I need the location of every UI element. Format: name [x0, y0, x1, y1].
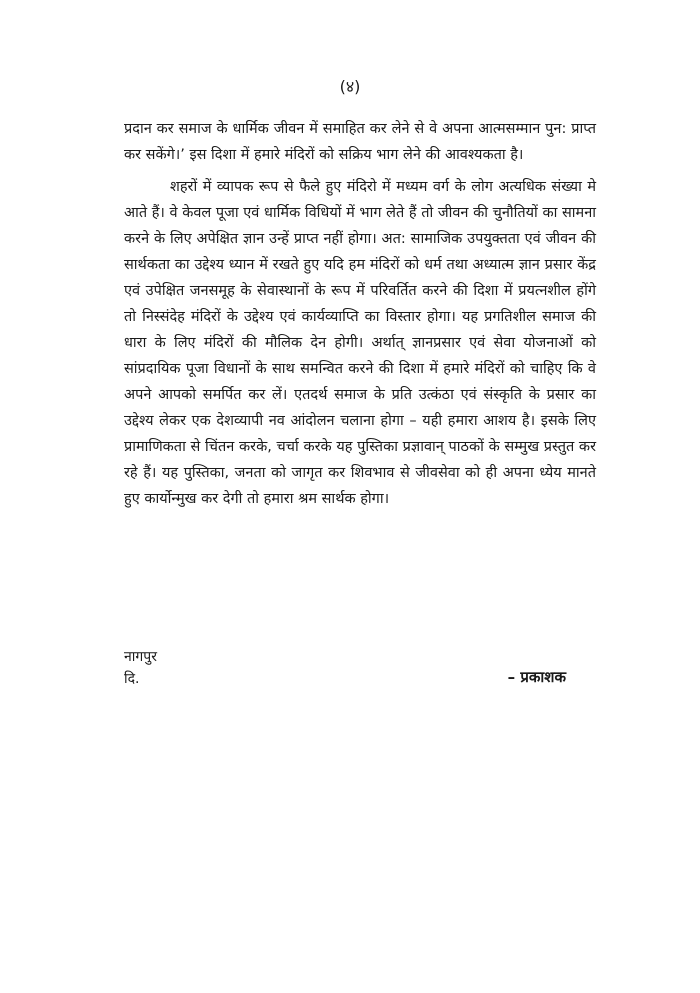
- page-number: (४): [339, 77, 361, 96]
- date-label: दि.: [124, 671, 140, 687]
- signature-block: [124, 646, 596, 690]
- publisher-signature: – प्रकाशक: [507, 668, 566, 686]
- body-text: [124, 116, 596, 518]
- paragraph-continuation: प्रदान कर समाज के धार्मिक जीवन में समाहित कर लेने से वे अपना आत्मसम्मान पुन: प्राप्त कर सकेंगे।’ इस दिशा में हमारे मंदिरों को सक्रिय भाग लेने की आवश्यकता है।: [124, 121, 596, 163]
- paragraph-main: शहरों में व्यापक रूप से फैले हुए मंदिरो में मध्यम वर्ग के लोग अत्यधिक संख्या मे आते हैं। वे केवल पूजा एवं धार्मिक विधियों में भाग लेते हैं तो जीवन की चुनौतियों का सामना करने के लिए अपेक्षित ज्ञान उन्हें प्राप्त नहीं होगा। अत: सामाजिक उपयुक्तता एवं जीवन की सार्थकता का उद्देश्य ध्यान में रखते हुए यदि हम मंदिरों को धर्म तथा अध्यात्म ज्ञान प्रसार केंद्र एवं उपेक्षित जनसमूह के सेवास्थानों के रूप में परिवर्तित करने की दिशा में प्रयत्नशील होंगे तो निस्संदेह मंदिरों के उद्देश्य एवं कार्यव्याप्ति का विस्तार होगा। यह प्रगतिशील समाज की धारा के लिए मंदिरों की मौलिक देन होगी। अर्थात् ज्ञानप्रसार एवं सेवा योजनाओं को सांप्रदायिक पूजा विधानों के साथ समन्वित करने की दिशा में हमारे मंदिरों को चाहिए कि वे अपने आपको समर्पित कर लें। एतदर्थ समाज के प्रति उत्कंठा एवं संस्कृति के प्रसार का उद्देश्य लेकर एक देशव्यापी नव आंदोलन चलाना होगा – यही हमारा आशय है। इसके लिए प्रामाणिकता से चिंतन करके, चर्चा करके यह पुस्तिका प्रज्ञावान् पाठकों के सम्मुख प्रस्तुत कर रहे हैं। यह पुस्तिका, जनता को जागृत कर शिवभाव से जीवसेवा को ही अपना ध्येय मानते हुए कार्योन्मुख कर देगी तो हमारा श्रम सार्थक होगा।: [124, 179, 596, 507]
- place-label: नागपुर: [124, 649, 157, 665]
